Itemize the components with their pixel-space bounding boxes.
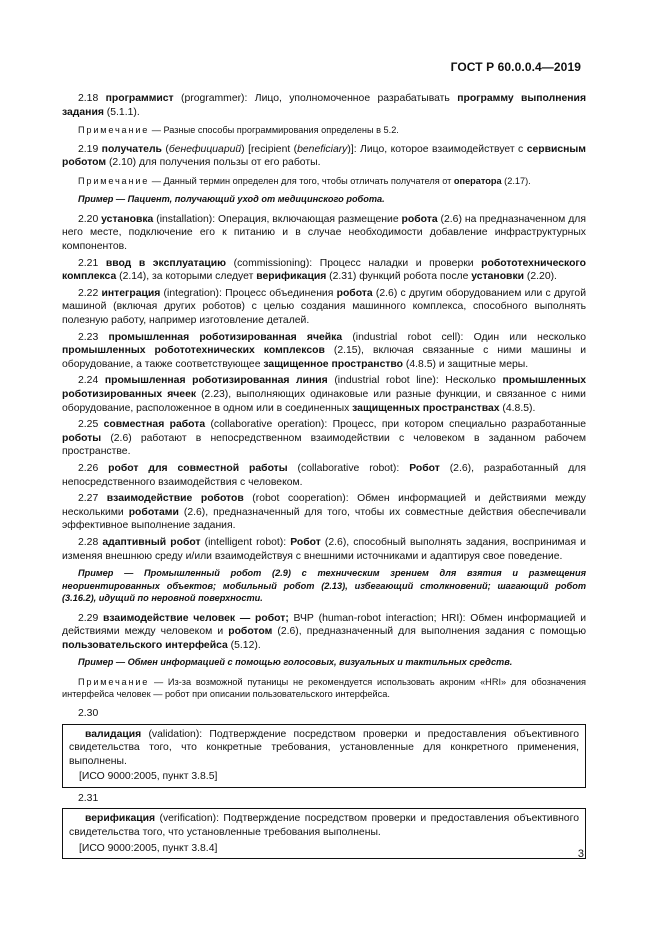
definition-text: (2.20).: [524, 271, 557, 283]
definition-text: (2.31) функций робота после: [326, 271, 472, 283]
boxed-definition-2-30: [62, 724, 586, 788]
source-reference: [ИСО 9000:2005, пункт 3.8.5]: [79, 771, 218, 783]
note-2-18: [62, 124, 586, 137]
term-reference: Робот: [290, 536, 321, 548]
entry-number: 2.30: [78, 707, 99, 719]
definition-text: ВЧР (human-robot interaction; HRI): Обмен информацией и действиями между человеком и: [62, 612, 586, 638]
definition-text: (commissioning): Процесс наладки и проверки: [226, 257, 482, 269]
entry-number: 2.28: [78, 536, 99, 548]
term-reference: защищенное пространство: [263, 358, 404, 370]
entry-2-20: [62, 213, 586, 254]
example-2-19: Пример — Пациент, получающий уход от медицинского робота.: [78, 194, 385, 205]
entry-number: 2.26: [78, 462, 99, 474]
note-label: Примечание: [78, 676, 150, 687]
term: валидация: [85, 728, 142, 740]
term: совместная работа: [103, 419, 206, 431]
term: установка: [101, 213, 154, 225]
term-reference: программу выполнения задания: [62, 93, 587, 118]
term: верификация: [85, 813, 156, 825]
term-synonym: бенефициарий: [168, 143, 242, 155]
entry-number: 2.25: [78, 419, 99, 431]
entry-2-21: [62, 257, 586, 284]
definition-text: (2.10) для получения пользы от его работы.: [106, 157, 321, 169]
entry-2-26: [62, 462, 586, 489]
definition-text: (2.6), разработанный для непосредственного взаимодействия с человеком.: [62, 462, 586, 488]
entry-2-27: [62, 492, 586, 533]
definition-text: (intelligent robot):: [200, 536, 291, 548]
definition-text: (5.12).: [227, 639, 261, 651]
entry-number: 2.19: [78, 143, 99, 155]
entry-2-28: [62, 536, 586, 563]
note-text: (2.17).: [501, 175, 531, 186]
definition-text: (validation): Подтверждение посредством проверки и предоставления объективного свидетельства того, что конкретные требования, установленные для конкретного применения, выполнены.: [69, 728, 579, 767]
term-reference: пользовательского интерфейса: [62, 639, 228, 651]
entry-number: 2.31: [78, 792, 99, 804]
document-body: [62, 92, 586, 861]
entry-2-19: [62, 143, 586, 170]
term-reference: промышленных роботизированных ячеек: [62, 375, 587, 400]
entry-number: 2.29: [78, 612, 99, 624]
term: промышленная роботизированная линия: [104, 375, 328, 387]
note-text: — Разные способы программирования определены в 5.2.: [149, 125, 399, 136]
term-reference: роботы: [62, 432, 102, 444]
definition-text: (5.1.1).: [103, 106, 140, 118]
definition-text: (2.23), выполняющих одинаковые или разные функции, и связанное с ними оборудование, расположенное в одном или в соединенных: [62, 389, 586, 414]
note-2-29: [62, 676, 586, 701]
definition-text: (robot cooperation): Обмен информацией и действиями между несколькими: [62, 493, 586, 518]
definition: [69, 812, 579, 839]
term-reference: роботом: [228, 626, 273, 638]
definition-text: (integration): Процесс объединения: [160, 287, 337, 299]
example-2-28: Пример — Промышленный робот (2.9) с техническим зрением для взятия и размещения неориентированных объектов; мобильный робот (2.13), избегающий столкновений; шагающий робот (3.16.2), идущий по неровной поверхности.: [62, 568, 586, 604]
definition-text: (verification): Подтверждение посредством проверки и предоставления объективного свидетельства того, что установленные требования выполнены.: [69, 813, 579, 839]
term-reference: робота: [401, 213, 438, 225]
definition-text: (industrial robot cell): Один или несколько: [342, 331, 586, 343]
entry-number: 2.21: [78, 257, 99, 269]
term-reference: установки: [471, 271, 525, 283]
term: взаимодействие человек — робот;: [103, 612, 289, 624]
definition-text: (2.6), предназначенный для выполнения задания с помощью: [272, 626, 587, 638]
term-reference: верификация: [256, 271, 327, 283]
definition-text: )]: Лицо, которое взаимодействует с: [347, 143, 527, 155]
entry-number: 2.22: [78, 287, 99, 299]
definition-text: (collaborative operation): Процесс, при котором специально разработанные: [205, 419, 586, 431]
term: взаимодействие роботов: [106, 493, 244, 505]
definition-text: (2.6), способный выполнять задания, воспринимая и изменяя внешнюю среду и/или взаимодействуя с внешними источниками и адаптируя свое поведение.: [62, 536, 586, 562]
definition-text: (2.6) на предназначенном для него месте, подключение его к питанию и в случае необходимости добавление инфраструктурных компонентов.: [62, 213, 586, 253]
term: робот для совместной работы: [108, 462, 288, 474]
definition-text: (collaborative robot):: [287, 462, 410, 474]
definition-text: (programmer): Лицо, уполномоченное разрабатывать: [173, 93, 458, 104]
term-reference: робота: [336, 287, 373, 299]
entry-number: 2.24: [78, 375, 99, 387]
definition-text: (installation): Операция, включающая размещение: [153, 213, 402, 225]
definition-text: (industrial robot line): Несколько: [327, 375, 503, 387]
entry-2-22: [62, 287, 586, 328]
term-reference: роботами: [128, 506, 179, 518]
entry-2-25: [62, 418, 586, 459]
term-reference: защищенных пространствах: [352, 402, 500, 414]
entry-number: 2.27: [78, 493, 99, 505]
entry-2-23: [62, 331, 586, 372]
term-reference: Робот: [409, 462, 440, 474]
term: интеграция: [101, 287, 161, 299]
note-2-19: [62, 175, 586, 188]
entry-number: 2.20: [78, 213, 99, 225]
entry-2-29: [62, 612, 586, 653]
term-reference: робототехнического комплекса: [62, 257, 586, 283]
definition-text: (: [161, 143, 169, 155]
entry-number: 2.23: [78, 331, 99, 343]
definition-text: (2.6), предназначенный для того, чтобы их совместные действия обеспечивали эффективное выполнение задания.: [62, 506, 586, 532]
note-text: — Из-за возможной путаницы не рекомендуется использовать акроним «HRI» для обозначения интерфейса человек — робот при описании пользовательского интерфейса.: [62, 676, 586, 700]
definition-text: (2.6) работают в непосредственном взаимодействии с человеком в заданном рабочем пространстве.: [62, 432, 586, 458]
note-label: Примечание: [78, 175, 150, 186]
document-id: ГОСТ Р 60.0.0.4—2019: [450, 60, 581, 74]
term-synonym: beneficiary: [297, 143, 348, 155]
example-2-29: Пример — Обмен информацией с помощью голосовых, визуальных и тактильных средств.: [78, 657, 513, 668]
term-reference: сервисным роботом: [62, 143, 586, 169]
term: ввод в эксплуатацию: [105, 257, 227, 269]
term-reference: промышленных робототехнических комплексов: [62, 345, 325, 357]
definition-text: (2.14), за которыми следует: [116, 271, 257, 283]
term-reference: оператора: [453, 175, 502, 186]
term: адаптивный робот: [102, 536, 201, 548]
note-text: — Данный термин определен для того, чтобы отличать получателя от: [149, 175, 454, 186]
definition-text: (2.15), включая связанные с ними машины и оборудование, а также соответствующее: [62, 345, 586, 370]
definition: [69, 728, 579, 769]
definition-text: (4.8.5) и защитные меры.: [403, 358, 529, 370]
entry-number: 2.18: [78, 93, 99, 104]
entry-2-24: [62, 374, 586, 415]
definition-text: (4.8.5).: [499, 402, 536, 414]
term: получатель: [101, 143, 162, 155]
entry-2-18: [62, 92, 586, 119]
definition-text: ) [recipient (: [241, 143, 298, 155]
source-reference: [ИСО 9000:2005, пункт 3.8.4]: [79, 842, 218, 854]
definition-text: (2.6) с другим оборудованием или с другой машиной (включая других роботов) с целью создания машинного комплекса, способного выполнять полезную работу, например изготовление деталей.: [62, 287, 587, 327]
term: промышленная роботизированная ячейка: [108, 331, 343, 343]
boxed-definition-2-31: [62, 808, 586, 859]
term: программист: [105, 93, 174, 104]
page-number: 3: [577, 848, 584, 860]
note-label: Примечание: [78, 125, 150, 136]
